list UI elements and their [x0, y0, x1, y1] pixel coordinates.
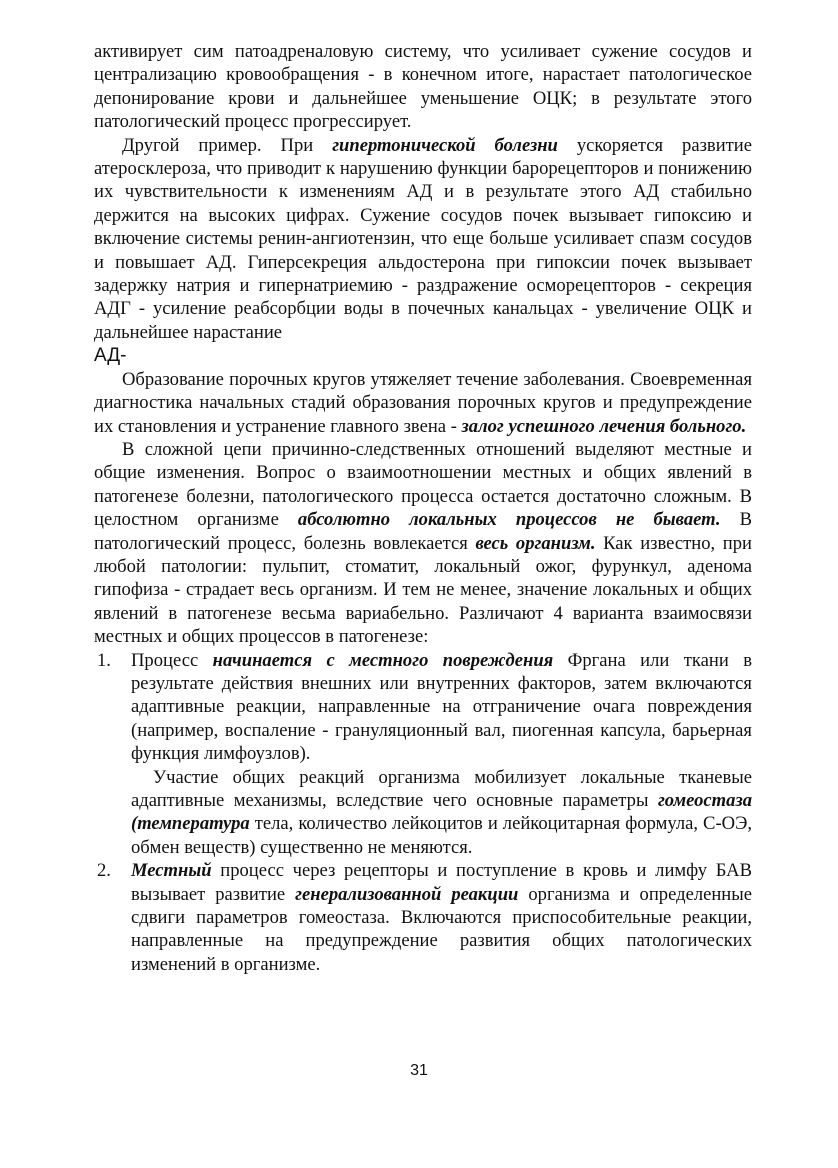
variants-list-cont: [94, 859, 752, 976]
paragraph-4-emphasis-2: весь организм.: [475, 532, 596, 554]
document-page: [94, 40, 752, 976]
paragraph-4-text-a: В сложной цепи причинно-следственных отношений выделяют местные и общие изменения. Вопрос о взаимоотношении местных и общих явлений в патогенезе болезни, патологического процесса остается достаточно сложным. В целостном организме: [94, 438, 752, 531]
page-number: 31: [410, 1062, 428, 1079]
variants-list: [94, 649, 752, 766]
paragraph-4-text-c: Как известно, при любой патологии: пульпит, стоматит, локальный ожог, фурункул, аденома гипофиза - страдает весь организм. И тем не менее, значение локальных и общих явлений в патогенезе весьма вариабельно. Различают 4 варианта взаимосвязи местных и общих процессов в патогенезе:: [94, 532, 753, 648]
list-item-1-text-a: Процесс: [131, 649, 213, 671]
paragraph-3-text: Образование порочных кругов утяжеляет течение заболевания. Своевременная диагностика начальных стадий образования порочных кругов и предупреждение их становления и устранение главного звена -: [94, 368, 752, 437]
paragraph-2-emphasis: гипертонической болезни: [332, 134, 558, 156]
list-item-2-text-a: процесс через рецепторы и поступление в кровь и лимфу БАВ вызывает развитие: [131, 860, 752, 905]
paragraph-3-emphasis: залог успешного лечения больного.: [461, 415, 747, 437]
list-item-1-subparagraph: [94, 766, 752, 860]
paragraph-2: [94, 134, 752, 345]
list-item-1-text-b: Фргана или ткани в результате действия внешних или внутренних факторов, затем включаются адаптивные реакции, направленные на отграничение очага повреждения (например, воспаление - грануляционный вал, пиогенная капсула, барьерная функция лимфоузлов).: [131, 649, 753, 765]
paragraph-3: [94, 368, 752, 438]
paragraph-1-text: активирует сим патоадреналовую систему, что усиливает сужение сосудов и централизацию кровообращения - в конечном итоге, нарастает патологическое депонирование крови и дальнейшее уменьшение ОЦК; в результате этого патологический процесс прогрессирует.: [94, 41, 752, 133]
paragraph-4: [94, 438, 752, 649]
subparagraph-text-a: Участие общих реакций организма мобилизует локальные тканевые адаптивные механизмы, вследствие чего основные параметры: [131, 766, 752, 811]
list-item-2: [94, 859, 752, 976]
paragraph-4-emphasis-1: абсолютно локальных процессов не бывает.: [297, 509, 721, 531]
paragraph-4-text-b: В патологический процесс, болезнь вовлекается: [94, 509, 752, 554]
paragraph-2-text-a: Другой пример. При: [122, 134, 333, 156]
subparagraph-emphasis: гомеостаза (температура: [131, 790, 752, 835]
subparagraph-text-b: тела, количество лейкоцитов и лейкоцитарная формула, С-ОЭ, обмен веществ) существенно не меняются.: [131, 813, 752, 858]
list-item-1-emphasis: начинается с местного повреждения: [212, 649, 554, 671]
list-item-2-emphasis-2: генерализованной реакции: [295, 883, 519, 905]
list-item-2-number: 2.: [97, 860, 111, 882]
paragraph-2-text-b: ускоряется развитие атеросклероза, что приводит к нарушению функции барорецепторов и понижению их чувствительности к изменениям АД и в результате этого АД стабильно держится на высоких цифрах. Сужение сосудов почек вызывает гипоксию и включение системы ренин-ангиотензин, что еще больше усиливает спазм сосудов и повышает АД. Гиперсекреция альдостерона при гипоксии почек вызывает задержку натрия и гипернатриемию - раздражение осморецепторов - секреция АДГ - усиление реабсорбции воды в почечных канальцах - увеличение ОЦК и дальнейшее нарастание: [94, 134, 752, 343]
list-item-1-number: 1.: [97, 649, 111, 671]
list-item-2-text-b: организма и определенные сдвиги параметров гомеостаза. Включаются приспособительные реакции, направленные на предупреждение развития общих патологических изменений в организме.: [131, 883, 752, 975]
list-item-1: [94, 649, 752, 766]
paragraph-2-tail-text: АД-: [94, 345, 127, 367]
paragraph-2-tail: [94, 344, 752, 367]
paragraph-1: [94, 40, 752, 134]
list-item-2-emphasis-1: Местный: [131, 860, 212, 882]
